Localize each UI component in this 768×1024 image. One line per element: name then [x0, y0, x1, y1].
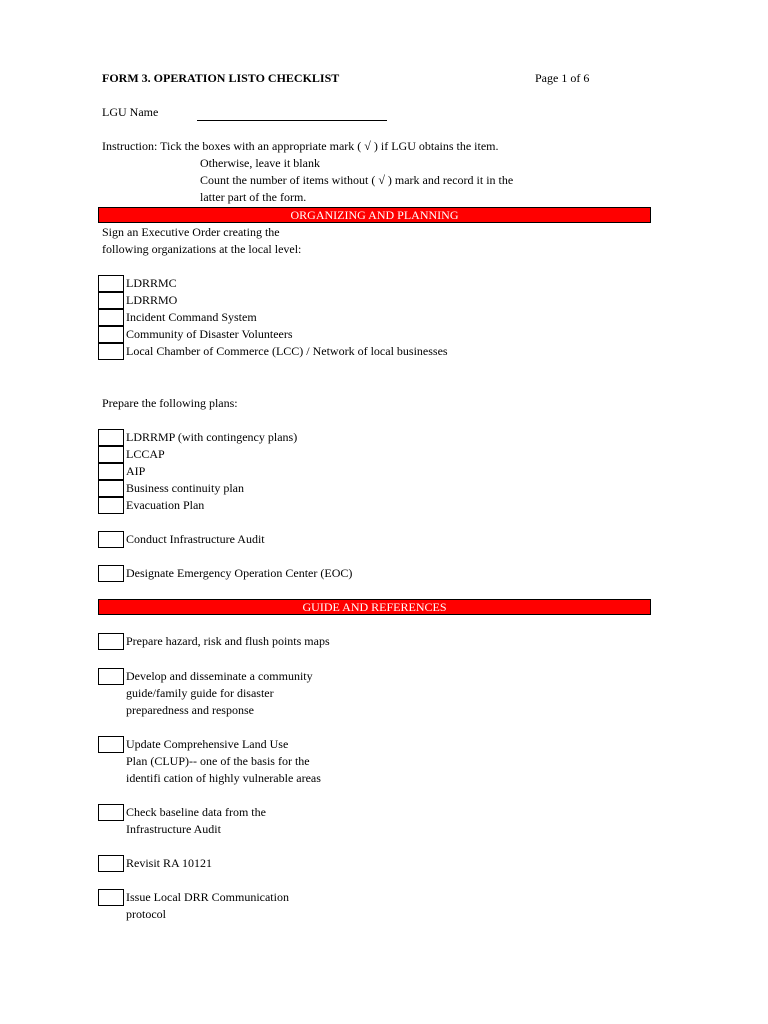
item-eoc: Designate Emergency Operation Center (EOC): [126, 566, 353, 580]
item-clup-line-3: identifi cation of highly vulnerable areas: [126, 771, 321, 785]
lgu-name-field[interactable]: [197, 120, 387, 121]
organizing-intro-2: following organizations at the local level:: [102, 242, 302, 256]
item-evacuation-plan: Evacuation Plan: [126, 498, 205, 512]
checkbox-ra-10121[interactable]: [98, 855, 124, 872]
checkbox-drr-protocol[interactable]: [98, 889, 124, 906]
item-ra-10121: Revisit RA 10121: [126, 856, 213, 870]
item-drr-protocol-line-2: protocol: [126, 907, 166, 921]
item-community-guide-line-3: preparedness and response: [126, 703, 254, 717]
item-aip: AIP: [126, 464, 146, 478]
plans-intro: Prepare the following plans:: [102, 396, 238, 410]
checkbox-clup[interactable]: [98, 736, 124, 753]
instruction-line-2: Otherwise, leave it blank: [200, 156, 320, 170]
checkbox-ldrrmo[interactable]: [98, 292, 124, 309]
page-number: Page 1 of 6: [535, 71, 590, 85]
checkbox-ldrrmc[interactable]: [98, 275, 124, 292]
checkbox-evacuation-plan[interactable]: [98, 497, 124, 514]
checkbox-baseline-data[interactable]: [98, 804, 124, 821]
item-incident-command: Incident Command System: [126, 310, 257, 324]
item-ldrrmo: LDRRMO: [126, 293, 178, 307]
section-header-guide: GUIDE AND REFERENCES: [98, 599, 651, 615]
item-baseline-data-line-1: Check baseline data from the: [126, 805, 266, 819]
checkbox-infrastructure-audit[interactable]: [98, 531, 124, 548]
checkbox-ldrrmp[interactable]: [98, 429, 124, 446]
item-infrastructure-audit: Conduct Infrastructure Audit: [126, 532, 265, 546]
item-chamber-of-commerce: Local Chamber of Commerce (LCC) / Network of local businesses: [126, 344, 448, 358]
instruction-line-4: latter part of the form.: [200, 190, 307, 204]
checkbox-disaster-volunteers[interactable]: [98, 326, 124, 343]
checkbox-community-guide[interactable]: [98, 668, 124, 685]
item-business-continuity: Business continuity plan: [126, 481, 244, 495]
lgu-name-label: LGU Name: [102, 105, 159, 119]
instruction-line-1: Instruction: Tick the boxes with an appropriate mark ( √ ) if LGU obtains the item.: [102, 139, 499, 153]
item-clup-line-2: Plan (CLUP)-- one of the basis for the: [126, 754, 310, 768]
checkbox-incident-command[interactable]: [98, 309, 124, 326]
checkbox-chamber-of-commerce[interactable]: [98, 343, 124, 360]
checkbox-business-continuity[interactable]: [98, 480, 124, 497]
item-community-guide-line-1: Develop and disseminate a community: [126, 669, 313, 683]
checkbox-eoc[interactable]: [98, 565, 124, 582]
instruction-line-3: Count the number of items without ( √ ) mark and record it in the: [200, 173, 514, 187]
section-header-organizing: ORGANIZING AND PLANNING: [98, 207, 651, 223]
item-lccap: LCCAP: [126, 447, 165, 461]
item-hazard-maps: Prepare hazard, risk and flush points maps: [126, 634, 330, 648]
item-community-guide-line-2: guide/family guide for disaster: [126, 686, 274, 700]
checkbox-hazard-maps[interactable]: [98, 633, 124, 650]
checkbox-aip[interactable]: [98, 463, 124, 480]
checkbox-lccap[interactable]: [98, 446, 124, 463]
item-baseline-data-line-2: Infrastructure Audit: [126, 822, 221, 836]
item-ldrrmp: LDRRMP (with contingency plans): [126, 430, 298, 444]
organizing-intro-1: Sign an Executive Order creating the: [102, 225, 280, 239]
item-ldrrmc: LDRRMC: [126, 276, 177, 290]
item-disaster-volunteers: Community of Disaster Volunteers: [126, 327, 293, 341]
item-clup-line-1: Update Comprehensive Land Use: [126, 737, 289, 751]
item-drr-protocol-line-1: Issue Local DRR Communication: [126, 890, 289, 904]
form-title: FORM 3. OPERATION LISTO CHECKLIST: [102, 71, 340, 85]
